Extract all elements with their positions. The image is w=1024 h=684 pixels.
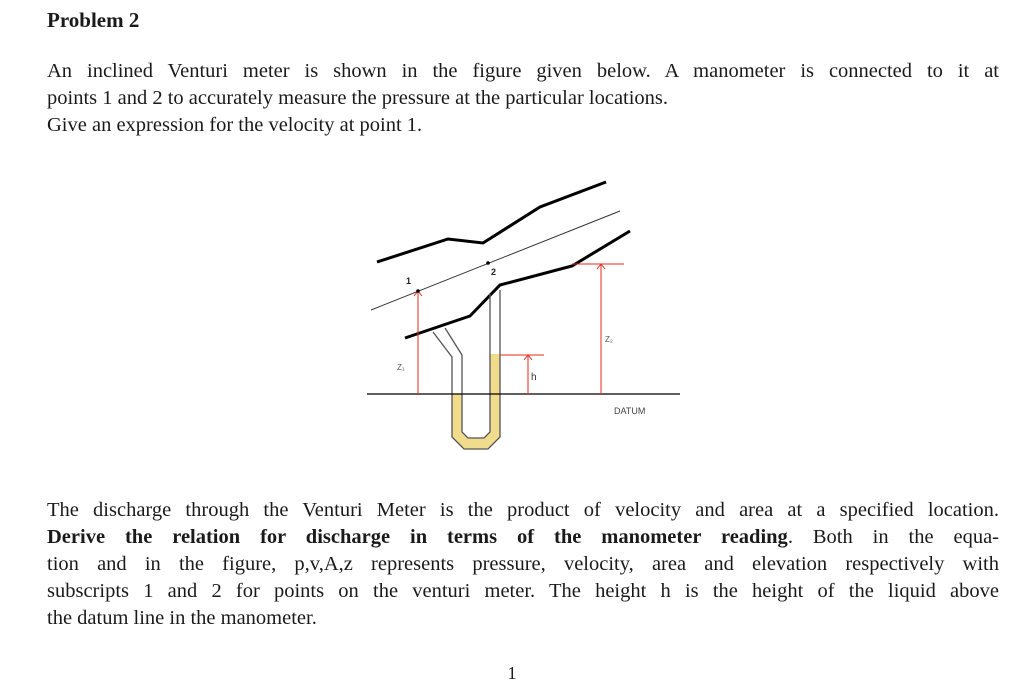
point-1-marker: [416, 289, 420, 293]
page-number: 1: [507, 663, 517, 683]
point-1-label: 1: [406, 276, 412, 286]
z2-label: Z₂: [605, 335, 613, 344]
body-line-2: Derive the relation for discharge in terms of the manometer reading. Both in the equa-: [47, 526, 999, 548]
pipe-upper-wall: [377, 182, 606, 262]
intro-line-2: points 1 and 2 to accurately measure the pressure at the particular locations.: [47, 87, 669, 109]
manometer-fluid: [452, 354, 500, 449]
body-line-5: the datum line in the manometer.: [47, 607, 317, 629]
point-2-label: 2: [491, 267, 497, 277]
intro-line-3: Give an expression for the velocity at point 1.: [47, 114, 423, 136]
manometer-tube: [433, 290, 500, 449]
point-2-marker: [486, 261, 490, 265]
body-line-1: The discharge through the Venturi Meter is the product of velocity and area at a specified location.: [47, 499, 999, 521]
datum-label: DATUM: [614, 406, 646, 416]
body-paragraph: [47, 497, 999, 632]
h-dimension: [500, 355, 544, 394]
pipe-lower-wall: [405, 231, 630, 338]
intro-line-1: An inclined Venturi meter is shown in the figure given below. A manometer is connected to it at: [47, 60, 999, 82]
body-line-4: subscripts 1 and 2 for points on the venturi meter. The height h is the height of the liquid above: [47, 580, 999, 602]
h-label: h: [531, 372, 537, 383]
body-line-3: tion and in the figure, p,v,A,z represents pressure, velocity, area and elevation respectively with: [47, 553, 999, 575]
z1-dimension: [414, 291, 422, 394]
z2-dimension: [572, 264, 624, 394]
problem-title: Problem 2: [47, 8, 140, 32]
z1-label: Z₁: [397, 363, 405, 372]
derive-instruction: Derive the relation for discharge in terms of the manometer reading: [47, 526, 788, 548]
